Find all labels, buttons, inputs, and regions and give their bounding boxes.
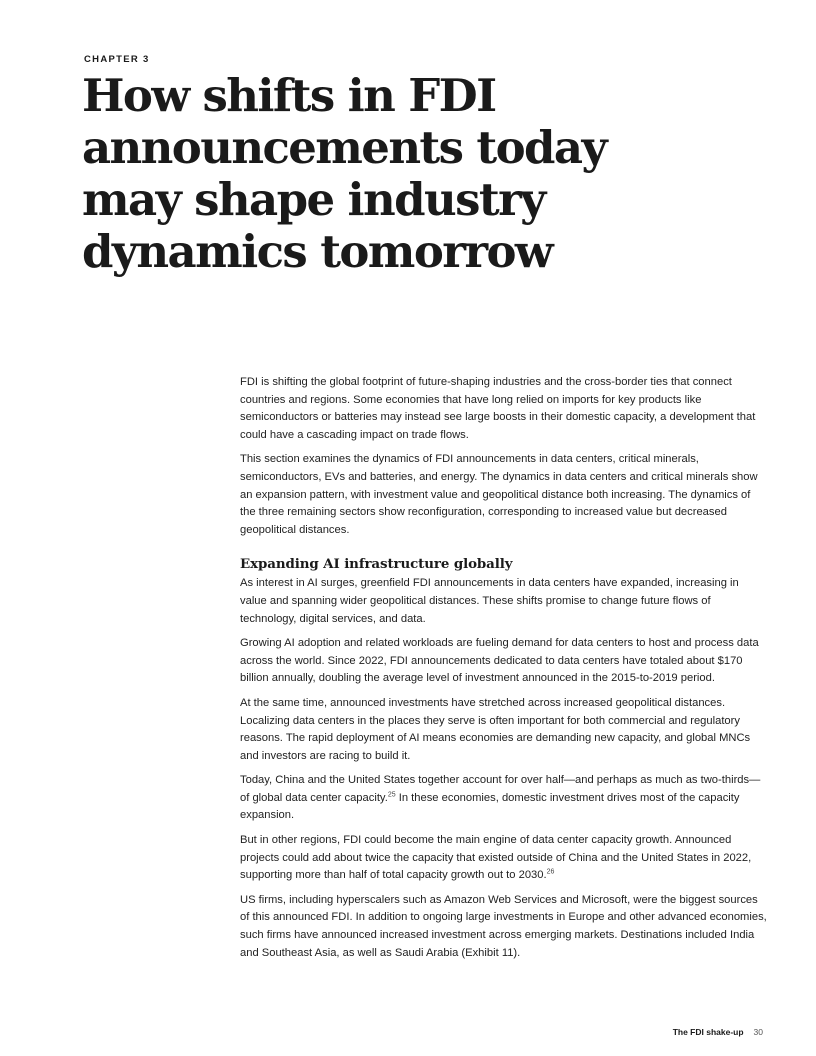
page-title [82, 70, 642, 278]
body-paragraph: At the same time, announced investments have stretched across increased geopolitical distances. Localizing data centers in the places they serve is often important for both commercial and regulatory reasons. The rapid deployment of AI means economies are demanding new capacity, and global MNCs and investors are racing to build it. [240, 696, 751, 762]
paragraph-text: Today, China and the United States together account for over half—and perhaps as much as two-thirds—of global data center capacity. [240, 774, 761, 804]
page-number: 30 [753, 1027, 763, 1037]
paragraph-text: In these economies, domestic investment drives most of the capacity expansion. [240, 791, 740, 822]
body-paragraph: Growing AI adoption and related workloads are fueling demand for data centers to host and process data across the world. Since 2022, FDI announcements dedicated to data centers have totaled about $170 billion annually, doubling the average level of investment announced in the 2015-to-2019 period. [240, 637, 759, 685]
paragraph-text: But in other regions, FDI could become the main engine of data center capacity growth. Announced projects could add about twice the capacity that existed outside of China and the United States in 2022, supporting more than half of total capacity growth out to 2030. [240, 834, 752, 882]
footnote-marker[interactable]: 25 [387, 791, 396, 799]
footnote-marker[interactable]: 26 [546, 868, 555, 876]
body-column [240, 374, 768, 969]
body-paragraph: US firms, including hyperscalers such as Amazon Web Services and Microsoft, were the biggest sources of this announced FDI. In addition to ongoing large investments in Europe and other advanced economies, such firms have announced increased investment across emerging markets. Destinations included India and Southeast Asia, as well as Saudi Arabia (Exhibit 11). [240, 893, 767, 959]
section-heading: Expanding AI infrastructure globally [240, 556, 513, 573]
title-line: may shape industry [82, 173, 545, 226]
intro-paragraph: FDI is shifting the global footprint of future-shaping industries and the cross-border ties that connect countries and regions. Some economies that have long relied on imports for key products like semiconductors or batteries may instead see large boosts in their domestic capacity, a development that could have a cascading impact on trade flows. [240, 376, 756, 441]
title-line: How shifts in FDI [82, 69, 496, 122]
title-line: announcements today [82, 121, 606, 174]
chapter-label: CHAPTER 3 [84, 54, 150, 65]
title-line: dynamics tomorrow [82, 225, 552, 278]
body-paragraph: As interest in AI surges, greenfield FDI announcements in data centers have expanded, increasing in value and spanning wider geopolitical distances. These shifts promise to change future flows of technology, digital services, and data. [240, 577, 739, 625]
intro-paragraph: This section examines the dynamics of FDI announcements in data centers, critical minerals, semiconductors, EVs and batteries, and energy. The dynamics in data centers and critical minerals show an expansion pattern, with investment value and geopolitical distance both increasing. The dynamics of the three remaining sectors show reconfiguration, corresponding to increased value but decreased geopolitical distances. [240, 453, 758, 536]
body-paragraph [240, 832, 768, 885]
body-paragraph [240, 772, 768, 825]
publication-name: The FDI shake-up [672, 1027, 744, 1037]
page-footer [673, 1027, 763, 1037]
